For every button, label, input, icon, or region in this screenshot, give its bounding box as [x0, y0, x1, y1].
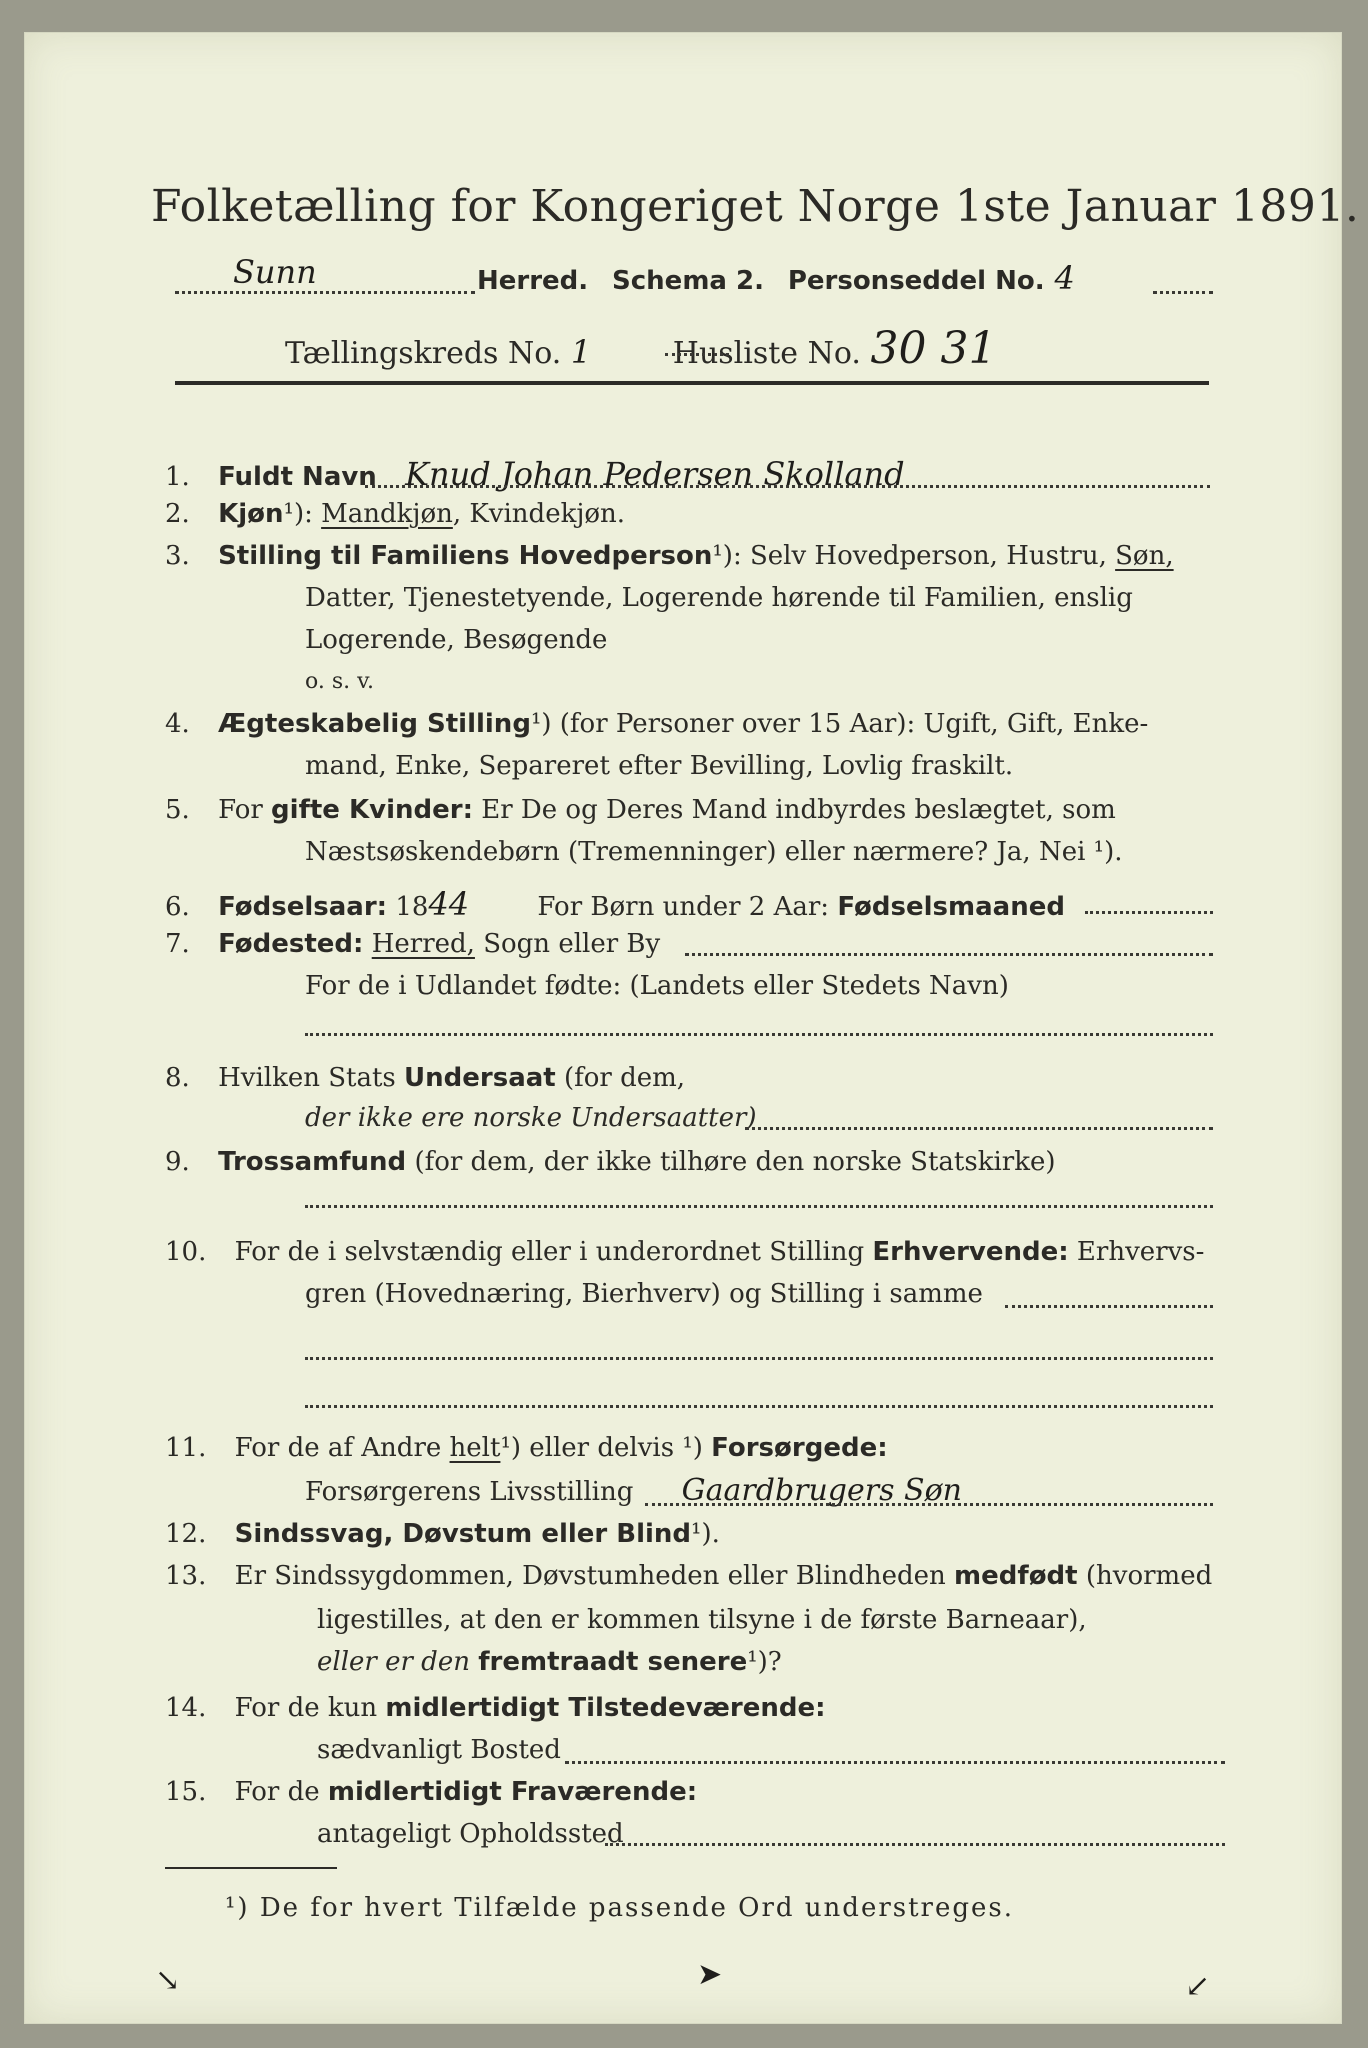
q12-sup: ¹). [691, 1519, 720, 1549]
q1-name-value: Knud Johan Pedersen Skolland [405, 455, 905, 493]
q5-row [165, 795, 1116, 825]
q7-text: Sogn eller By [483, 929, 661, 959]
q2-row [165, 499, 625, 529]
q11-option-helt: helt [449, 1433, 501, 1463]
q13-text5: ¹)? [747, 1647, 782, 1677]
q15-row [165, 1777, 697, 1807]
q7-text2: For de i Udlandet fødte: (Landets eller Stedets Navn) [305, 971, 1009, 1001]
q10-text2: Erhvervs- [1076, 1237, 1205, 1267]
q8-row [165, 1063, 685, 1093]
q1-label: Fuldt Navn [218, 462, 377, 492]
q10-text1: For de i selvstændig eller i underordnet Stilling [234, 1237, 865, 1267]
herred-dots [175, 291, 475, 294]
q11-text3: Forsørgerens Livsstilling [305, 1477, 634, 1507]
form-title: Folketælling for Kongeriget Norge 1ste Januar 1891. [151, 181, 1360, 232]
pin-mark-center: ➤ [697, 1957, 723, 1992]
q6-number: 6. [165, 892, 190, 922]
q2-sup: ¹): [283, 499, 313, 529]
q8-label: Undersaat [404, 1063, 556, 1093]
q6-year-prefix: 18 [395, 892, 429, 922]
q3-number: 3. [165, 541, 190, 571]
q10-dots3 [305, 1405, 1213, 1408]
q15-text1: For de [234, 1777, 320, 1807]
q2-label: Kjøn [218, 499, 284, 529]
q11-row [165, 1433, 888, 1463]
q13-label: medfødt [954, 1561, 1078, 1591]
q11-number: 11. [165, 1433, 207, 1463]
q1-dots [365, 485, 1210, 488]
q3-text2: Datter, Tjenestetyende, Logerende hørende til Familien, enslig [305, 583, 1133, 613]
q5-text2: Næstsøskendebørn (Tremenninger) eller nærmere? Ja, Nei ¹). [305, 837, 1123, 867]
q11-value: Gaardbrugers Søn [681, 1473, 962, 1508]
husliste-label: Husliste No. [672, 336, 861, 371]
personseddel-dots [1153, 291, 1213, 294]
q10-text3: gren (Hovednæring, Bierhverv) og Stilling i samme [305, 1279, 983, 1309]
personseddel-label: Personseddel No. [787, 266, 1045, 296]
q6-label2: Fødselsmaaned [837, 892, 1065, 922]
q10-dots [1005, 1305, 1213, 1308]
q8-number: 8. [165, 1063, 190, 1093]
schema-label: Schema 2. [612, 266, 764, 296]
q6-text: For Børn under 2 Aar: [537, 892, 830, 922]
q4-label: Ægteskabelig Stilling [218, 709, 531, 739]
personseddel-value: 4 [1054, 259, 1075, 297]
header-rule [175, 381, 1209, 385]
q15-text2: antageligt Opholdssted [317, 1819, 624, 1849]
q7-row [165, 929, 660, 959]
footnote-rule [165, 1867, 337, 1869]
q11-label: Forsørgede: [711, 1433, 888, 1463]
q6-row [165, 885, 1065, 923]
q7-option-herred: Herred, [371, 929, 475, 959]
q7-dots [685, 953, 1213, 956]
q14-number: 14. [165, 1693, 207, 1723]
q12-number: 12. [165, 1519, 207, 1549]
q9-dots [305, 1205, 1213, 1208]
q13-sub [317, 1647, 782, 1677]
q6-dots [1085, 911, 1213, 914]
q12-row [165, 1519, 720, 1549]
q10-number: 10. [165, 1237, 207, 1267]
q9-row [165, 1147, 1055, 1177]
q10-row [165, 1237, 1204, 1267]
q12-label: Sindssvag, Døvstum eller Blind [234, 1519, 692, 1549]
q4-number: 4. [165, 709, 190, 739]
q10-label: Erhvervende: [872, 1237, 1069, 1267]
q13-row [165, 1561, 1212, 1591]
q2-option-female: , Kvindekjøn. [452, 499, 626, 529]
q14-text2: sædvanligt Bosted [317, 1735, 561, 1765]
q7-label: Fødested: [218, 929, 364, 959]
pin-mark-right: ↙ [1185, 1969, 1211, 2004]
q11-dots [645, 1503, 1213, 1506]
q13-text4: eller er den [317, 1647, 470, 1677]
q14-text1: For de kun [234, 1693, 378, 1723]
q10-dots2 [305, 1357, 1213, 1360]
q11-text2: ¹) eller delvis ¹) [500, 1433, 703, 1463]
q2-option-male: Mandkjøn [321, 499, 453, 529]
q15-number: 15. [165, 1777, 207, 1807]
kreds-dots [665, 353, 729, 356]
q6-year-value: 44 [428, 885, 470, 923]
q4-text2: mand, Enke, Separeret efter Bevilling, Lovlig fraskilt. [305, 751, 1014, 781]
herred-line [175, 253, 317, 291]
q7-dots2 [305, 1033, 1213, 1036]
q9-number: 9. [165, 1147, 190, 1177]
header-labels-row1 [477, 259, 1075, 297]
header-labels-row2 [285, 323, 996, 374]
kreds-value: 1 [570, 333, 592, 371]
q3-text1: ¹): Selv Hovedperson, Hustru, [712, 541, 1107, 571]
q14-dots [565, 1761, 1225, 1764]
q14-row [165, 1693, 826, 1723]
q13-text2: (hvormed [1085, 1561, 1213, 1591]
kreds-label: Tællingskreds No. [285, 336, 562, 371]
q3-text3: Logerende, Besøgende [305, 625, 608, 655]
q13-text1: Er Sindssygdommen, Døvstumheden eller Blindheden [234, 1561, 946, 1591]
q13-label2: fremtraadt senere [478, 1647, 748, 1677]
q5-label: gifte Kvinder: [271, 795, 473, 825]
q13-number: 13. [165, 1561, 207, 1591]
q15-dots [605, 1843, 1225, 1846]
q5-text1: Er De og Deres Mand indbyrdes beslægtet, som [481, 795, 1116, 825]
herred-label: Herred. [477, 266, 589, 296]
q15-label: midlertidigt Fraværende: [327, 1777, 698, 1807]
pin-mark-left: ↘ [155, 1963, 181, 1998]
q3-row [165, 541, 1174, 571]
q14-label: midlertidigt Tilstedeværende: [385, 1693, 826, 1723]
q3-label: Stilling til Familiens Hovedperson [218, 541, 713, 571]
q9-text: (for dem, der ikke tilhøre den norske Statskirke) [414, 1147, 1056, 1177]
footnote: ¹) De for hvert Tilfælde passende Ord understreges. [225, 1893, 1015, 1923]
husliste-value: 30 31 [870, 323, 997, 374]
q9-label: Trossamfund [218, 1147, 407, 1177]
q5-label-pre: For [218, 795, 263, 825]
census-form-page [24, 32, 1360, 2024]
q4-row [165, 709, 1148, 739]
herred-value: Sunn [233, 253, 317, 291]
q5-number: 5. [165, 795, 190, 825]
q1-number: 1. [165, 462, 190, 492]
q13-text3: ligestilles, at den er kommen tilsyne i de første Barneaar), [317, 1605, 1087, 1635]
q3-selected-option: Søn, [1115, 541, 1174, 571]
q6-label: Fødselsaar: [218, 892, 388, 922]
q8-text2: (for dem, [564, 1063, 686, 1093]
q3-text4: o. s. v. [305, 669, 374, 694]
q4-text1: ¹) (for Personer over 15 Aar): Ugift, Gift, Enke- [530, 709, 1149, 739]
q8-text1: Hvilken Stats [218, 1063, 396, 1093]
q11-text1: For de af Andre [234, 1433, 442, 1463]
q8-dots [745, 1127, 1213, 1130]
q8-text3: der ikke ere norske Undersaatter) [305, 1103, 757, 1133]
q7-number: 7. [165, 929, 190, 959]
q2-number: 2. [165, 499, 190, 529]
